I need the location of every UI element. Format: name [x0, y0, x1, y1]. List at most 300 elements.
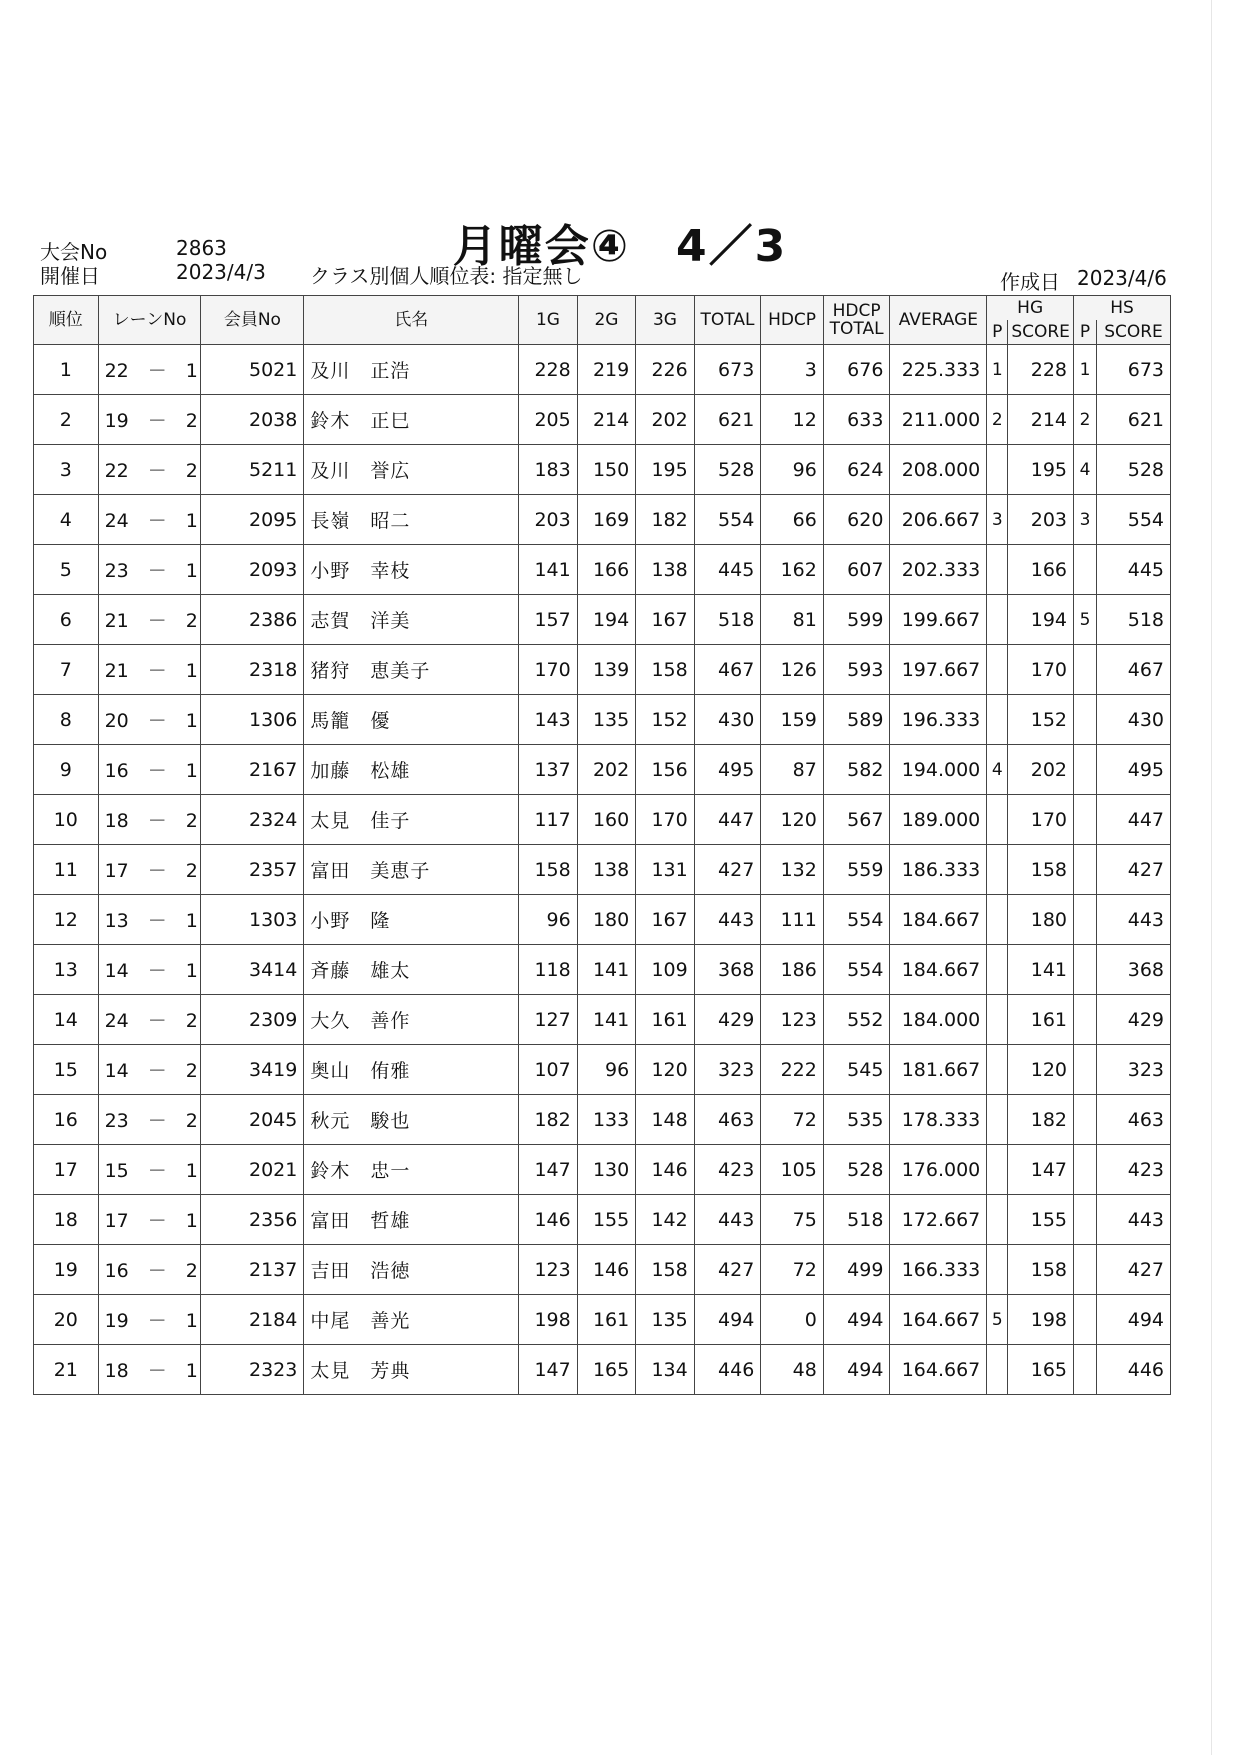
hg-place — [987, 1345, 1008, 1394]
hs-score: 445 — [1127, 558, 1164, 581]
game1-cell: 158 — [519, 845, 578, 895]
tournament-no-label: 大会No — [40, 240, 108, 264]
game1-cell: 107 — [519, 1045, 578, 1095]
game1-cell: 203 — [519, 495, 578, 545]
hg-place — [987, 1195, 1008, 1244]
hg-score: 202 — [1030, 758, 1068, 781]
hdcp-total-cell: 528 — [823, 1145, 890, 1195]
rank-cell: 4 — [34, 495, 99, 545]
hs-place — [1074, 845, 1097, 894]
col-name: 氏名 — [304, 296, 519, 345]
game2-cell: 139 — [577, 645, 636, 695]
game2-cell: 219 — [577, 345, 636, 395]
created-date: 2023/4/6 — [1077, 266, 1167, 290]
hg-cell — [987, 1145, 1074, 1195]
game3-cell: 170 — [636, 795, 695, 845]
hg-score: 180 — [1030, 908, 1068, 931]
name-cell: 富田 美恵子 — [304, 845, 519, 895]
member-no-cell: 2038 — [201, 395, 304, 445]
lane-cell: 22 － 2 — [98, 445, 201, 495]
rank-cell: 21 — [34, 1345, 99, 1395]
game3-cell: 135 — [636, 1295, 695, 1345]
col-hg-p: P — [987, 320, 1008, 344]
average-cell: 202.333 — [890, 545, 987, 595]
hg-score: 194 — [1030, 608, 1068, 631]
col-average: AVERAGE — [890, 296, 987, 345]
hg-score: 170 — [1030, 808, 1068, 831]
report-type: クラス別個人順位表: 指定無し — [310, 264, 583, 288]
lane-cell: 23 － 1 — [98, 545, 201, 595]
hdcp-cell: 81 — [761, 595, 824, 645]
hg-score: 147 — [1030, 1158, 1068, 1181]
name-cell: 及川 誉広 — [304, 445, 519, 495]
hs-score: 443 — [1127, 908, 1164, 931]
member-no-cell: 2184 — [201, 1295, 304, 1345]
member-no-cell: 2324 — [201, 795, 304, 845]
hdcp-total-cell: 499 — [823, 1245, 890, 1295]
lane-cell: 19 － 1 — [98, 1295, 201, 1345]
member-no-cell: 2309 — [201, 995, 304, 1045]
hs-score: 443 — [1127, 1208, 1164, 1231]
game1-cell: 137 — [519, 745, 578, 795]
hg-cell — [987, 1045, 1074, 1095]
game3-cell: 109 — [636, 945, 695, 995]
hs-score: 423 — [1127, 1158, 1164, 1181]
game3-cell: 226 — [636, 345, 695, 395]
name-cell: 馬籠 優 — [304, 695, 519, 745]
hs-cell — [1074, 895, 1171, 945]
hdcp-total-cell: 518 — [823, 1195, 890, 1245]
table-row — [34, 645, 1171, 695]
hg-place: 5 — [987, 1295, 1008, 1344]
name-cell: 小野 隆 — [304, 895, 519, 945]
tournament-no: 2863 — [176, 236, 227, 260]
game2-cell: 130 — [577, 1145, 636, 1195]
hs-place: 3 — [1074, 495, 1097, 544]
game3-cell: 161 — [636, 995, 695, 1045]
average-cell: 208.000 — [890, 445, 987, 495]
header-row — [34, 296, 1171, 345]
hg-place: 3 — [987, 495, 1008, 544]
total-cell: 621 — [694, 395, 761, 445]
rank-cell: 16 — [34, 1095, 99, 1145]
rank-cell: 5 — [34, 545, 99, 595]
hdcp-total-cell: 593 — [823, 645, 890, 695]
hs-place — [1074, 1245, 1097, 1294]
table-row — [34, 1345, 1171, 1395]
col-game3: 3G — [636, 296, 695, 345]
game3-cell: 120 — [636, 1045, 695, 1095]
name-cell: 長嶺 昭二 — [304, 495, 519, 545]
average-cell: 164.667 — [890, 1345, 987, 1395]
hs-cell — [1074, 945, 1171, 995]
rank-cell: 12 — [34, 895, 99, 945]
hs-place — [1074, 895, 1097, 944]
game1-cell: 183 — [519, 445, 578, 495]
table-row — [34, 895, 1171, 945]
hdcp-total-cell: 559 — [823, 845, 890, 895]
table-row — [34, 795, 1171, 845]
name-cell: 奥山 侑雅 — [304, 1045, 519, 1095]
lane-cell: 17 － 2 — [98, 845, 201, 895]
hs-score: 430 — [1127, 708, 1164, 731]
game1-cell: 228 — [519, 345, 578, 395]
member-no-cell: 2386 — [201, 595, 304, 645]
total-cell: 494 — [694, 1295, 761, 1345]
hs-place: 2 — [1074, 395, 1097, 444]
hs-place — [1074, 1295, 1097, 1344]
col-hdcp-total-line2: TOTAL — [829, 319, 884, 339]
game2-cell: 141 — [577, 945, 636, 995]
member-no-cell: 2357 — [201, 845, 304, 895]
lane-cell: 17 － 1 — [98, 1195, 201, 1245]
average-cell: 199.667 — [890, 595, 987, 645]
hdcp-cell: 87 — [761, 745, 824, 795]
total-cell: 447 — [694, 795, 761, 845]
hdcp-total-cell: 494 — [823, 1295, 890, 1345]
average-cell: 164.667 — [890, 1295, 987, 1345]
average-cell: 206.667 — [890, 495, 987, 545]
hs-score: 518 — [1127, 608, 1164, 631]
hs-score: 447 — [1127, 808, 1164, 831]
game3-cell: 167 — [636, 895, 695, 945]
game3-cell: 167 — [636, 595, 695, 645]
hs-cell — [1074, 1095, 1171, 1145]
game3-cell: 156 — [636, 745, 695, 795]
hg-score: 195 — [1030, 458, 1068, 481]
hdcp-cell: 132 — [761, 845, 824, 895]
hg-cell — [987, 1095, 1074, 1145]
total-cell: 429 — [694, 995, 761, 1045]
name-cell: 大久 善作 — [304, 995, 519, 1045]
member-no-cell: 2323 — [201, 1345, 304, 1395]
hg-score: 182 — [1030, 1108, 1068, 1131]
hs-score: 554 — [1127, 508, 1164, 531]
hdcp-cell: 66 — [761, 495, 824, 545]
name-cell: 太見 芳典 — [304, 1345, 519, 1395]
game1-cell: 147 — [519, 1145, 578, 1195]
hs-cell — [1074, 545, 1171, 595]
table-row — [34, 1195, 1171, 1245]
hs-cell — [1074, 495, 1171, 545]
hdcp-cell: 105 — [761, 1145, 824, 1195]
lane-cell: 20 － 1 — [98, 695, 201, 745]
col-hdcp-total — [823, 296, 890, 345]
col-hg-score: SCORE — [1011, 322, 1070, 342]
rank-cell: 17 — [34, 1145, 99, 1195]
hg-score: 158 — [1030, 1258, 1068, 1281]
game1-cell: 127 — [519, 995, 578, 1045]
game2-cell: 166 — [577, 545, 636, 595]
hg-place: 1 — [987, 345, 1008, 394]
hs-cell — [1074, 1045, 1171, 1095]
results-table — [33, 295, 1171, 1395]
member-no-cell: 2045 — [201, 1095, 304, 1145]
hg-cell — [987, 745, 1074, 795]
hdcp-cell: 123 — [761, 995, 824, 1045]
hs-score: 429 — [1127, 1008, 1164, 1031]
hs-cell — [1074, 445, 1171, 495]
hg-cell — [987, 645, 1074, 695]
name-cell: 秋元 駿也 — [304, 1095, 519, 1145]
hg-score: 152 — [1030, 708, 1068, 731]
name-cell: 小野 幸枝 — [304, 545, 519, 595]
table-row — [34, 445, 1171, 495]
hs-score: 494 — [1127, 1308, 1164, 1331]
hs-score: 323 — [1127, 1058, 1164, 1081]
page-title: 月曜会④ 4／3 — [452, 221, 788, 272]
hg-cell — [987, 545, 1074, 595]
game1-cell: 123 — [519, 1245, 578, 1295]
lane-cell: 18 － 1 — [98, 1345, 201, 1395]
lane-cell: 16 － 1 — [98, 745, 201, 795]
total-cell: 463 — [694, 1095, 761, 1145]
hs-cell — [1074, 995, 1171, 1045]
rank-cell: 8 — [34, 695, 99, 745]
table-row — [34, 845, 1171, 895]
name-cell: 吉田 浩徳 — [304, 1245, 519, 1295]
hg-cell — [987, 345, 1074, 395]
hg-place — [987, 1145, 1008, 1194]
date-label: 開催日 — [40, 264, 100, 288]
hs-cell — [1074, 1145, 1171, 1195]
col-game1: 1G — [519, 296, 578, 345]
hs-cell — [1074, 645, 1171, 695]
rank-cell: 9 — [34, 745, 99, 795]
hg-place — [987, 795, 1008, 844]
lane-cell: 24 － 1 — [98, 495, 201, 545]
average-cell: 211.000 — [890, 395, 987, 445]
hg-place — [987, 695, 1008, 744]
hs-place: 5 — [1074, 595, 1097, 644]
hdcp-cell: 159 — [761, 695, 824, 745]
member-no-cell: 2095 — [201, 495, 304, 545]
total-cell: 323 — [694, 1045, 761, 1095]
table-row — [34, 1295, 1171, 1345]
member-no-cell: 2167 — [201, 745, 304, 795]
hg-place — [987, 1045, 1008, 1094]
total-cell: 423 — [694, 1145, 761, 1195]
hg-cell — [987, 1345, 1074, 1395]
game1-cell: 157 — [519, 595, 578, 645]
col-member-no: 会員No — [201, 296, 304, 345]
hdcp-cell: 120 — [761, 795, 824, 845]
lane-cell: 13 － 1 — [98, 895, 201, 945]
hdcp-cell: 75 — [761, 1195, 824, 1245]
table-row — [34, 1245, 1171, 1295]
hs-place — [1074, 795, 1097, 844]
hdcp-total-cell: 624 — [823, 445, 890, 495]
game2-cell: 141 — [577, 995, 636, 1045]
hg-score: 161 — [1030, 1008, 1068, 1031]
hg-place — [987, 595, 1008, 644]
hs-place — [1074, 695, 1097, 744]
total-cell: 443 — [694, 1195, 761, 1245]
game3-cell: 158 — [636, 645, 695, 695]
hg-place: 2 — [987, 395, 1008, 444]
lane-cell: 15 － 1 — [98, 1145, 201, 1195]
game1-cell: 205 — [519, 395, 578, 445]
name-cell: 及川 正浩 — [304, 345, 519, 395]
total-cell: 495 — [694, 745, 761, 795]
hs-cell — [1074, 1345, 1171, 1395]
col-total: TOTAL — [694, 296, 761, 345]
hdcp-cell: 72 — [761, 1245, 824, 1295]
hs-place — [1074, 745, 1097, 794]
game2-cell: 165 — [577, 1345, 636, 1395]
table-row — [34, 345, 1171, 395]
game1-cell: 147 — [519, 1345, 578, 1395]
name-cell: 加藤 松雄 — [304, 745, 519, 795]
hdcp-total-cell: 607 — [823, 545, 890, 595]
hs-cell — [1074, 745, 1171, 795]
member-no-cell: 3414 — [201, 945, 304, 995]
member-no-cell: 1306 — [201, 695, 304, 745]
game3-cell: 202 — [636, 395, 695, 445]
hdcp-cell: 3 — [761, 345, 824, 395]
hg-cell — [987, 695, 1074, 745]
hs-place — [1074, 1045, 1097, 1094]
hdcp-total-cell: 676 — [823, 345, 890, 395]
hg-score: 165 — [1030, 1358, 1068, 1381]
hs-score: 427 — [1127, 1258, 1164, 1281]
table-row — [34, 995, 1171, 1045]
game2-cell: 194 — [577, 595, 636, 645]
game1-cell: 143 — [519, 695, 578, 745]
total-cell: 673 — [694, 345, 761, 395]
name-cell: 鈴木 忠一 — [304, 1145, 519, 1195]
name-cell: 志賀 洋美 — [304, 595, 519, 645]
member-no-cell: 2356 — [201, 1195, 304, 1245]
game2-cell: 214 — [577, 395, 636, 445]
rank-cell: 2 — [34, 395, 99, 445]
table-row — [34, 1095, 1171, 1145]
lane-cell: 14 － 2 — [98, 1045, 201, 1095]
game2-cell: 169 — [577, 495, 636, 545]
average-cell: 178.333 — [890, 1095, 987, 1145]
hdcp-cell: 186 — [761, 945, 824, 995]
total-cell: 427 — [694, 1245, 761, 1295]
hs-place — [1074, 545, 1097, 594]
col-hg-label: HG — [1017, 298, 1044, 318]
average-cell: 189.000 — [890, 795, 987, 845]
hg-place — [987, 1245, 1008, 1294]
game3-cell: 158 — [636, 1245, 695, 1295]
hdcp-total-cell: 535 — [823, 1095, 890, 1145]
game2-cell: 155 — [577, 1195, 636, 1245]
game3-cell: 182 — [636, 495, 695, 545]
event-date: 2023/4/3 — [176, 260, 266, 284]
rank-cell: 13 — [34, 945, 99, 995]
average-cell: 184.667 — [890, 895, 987, 945]
lane-cell: 18 － 2 — [98, 795, 201, 845]
hg-cell — [987, 945, 1074, 995]
lane-cell: 21 － 2 — [98, 595, 201, 645]
hdcp-total-cell: 554 — [823, 895, 890, 945]
game2-cell: 138 — [577, 845, 636, 895]
hs-score: 495 — [1127, 758, 1164, 781]
member-no-cell: 2021 — [201, 1145, 304, 1195]
hg-place — [987, 845, 1008, 894]
hg-cell — [987, 1295, 1074, 1345]
name-cell: 太見 佳子 — [304, 795, 519, 845]
game1-cell: 198 — [519, 1295, 578, 1345]
hg-score: 166 — [1030, 558, 1068, 581]
hs-cell — [1074, 595, 1171, 645]
game2-cell: 202 — [577, 745, 636, 795]
hg-score: 120 — [1030, 1058, 1068, 1081]
average-cell: 197.667 — [890, 645, 987, 695]
hg-cell — [987, 995, 1074, 1045]
rank-cell: 14 — [34, 995, 99, 1045]
game3-cell: 131 — [636, 845, 695, 895]
lane-cell: 24 － 2 — [98, 995, 201, 1045]
average-cell: 181.667 — [890, 1045, 987, 1095]
game3-cell: 142 — [636, 1195, 695, 1245]
rank-cell: 1 — [34, 345, 99, 395]
game3-cell: 146 — [636, 1145, 695, 1195]
hs-place — [1074, 1195, 1097, 1244]
hg-score: 158 — [1030, 858, 1068, 881]
table-row — [34, 1145, 1171, 1195]
hs-cell — [1074, 1245, 1171, 1295]
name-cell: 鈴木 正巳 — [304, 395, 519, 445]
hs-place — [1074, 645, 1097, 694]
hdcp-cell: 12 — [761, 395, 824, 445]
game2-cell: 135 — [577, 695, 636, 745]
member-no-cell: 5021 — [201, 345, 304, 395]
col-hs-p: P — [1074, 320, 1097, 344]
total-cell: 368 — [694, 945, 761, 995]
hs-cell — [1074, 845, 1171, 895]
rank-cell: 19 — [34, 1245, 99, 1295]
member-no-cell: 1303 — [201, 895, 304, 945]
game3-cell: 152 — [636, 695, 695, 745]
hs-score: 446 — [1127, 1358, 1164, 1381]
total-cell: 427 — [694, 845, 761, 895]
hg-place — [987, 545, 1008, 594]
lane-cell: 23 － 2 — [98, 1095, 201, 1145]
table-row — [34, 745, 1171, 795]
average-cell: 225.333 — [890, 345, 987, 395]
total-cell: 430 — [694, 695, 761, 745]
hg-cell — [987, 595, 1074, 645]
rank-cell: 7 — [34, 645, 99, 695]
average-cell: 194.000 — [890, 745, 987, 795]
hs-cell — [1074, 345, 1171, 395]
table-row — [34, 495, 1171, 545]
average-cell: 176.000 — [890, 1145, 987, 1195]
total-cell: 518 — [694, 595, 761, 645]
hs-score: 673 — [1127, 358, 1164, 381]
hdcp-total-cell: 589 — [823, 695, 890, 745]
game3-cell: 134 — [636, 1345, 695, 1395]
hs-score: 427 — [1127, 858, 1164, 881]
hdcp-cell: 0 — [761, 1295, 824, 1345]
col-hdcp: HDCP — [761, 296, 824, 345]
hg-cell — [987, 845, 1074, 895]
hg-cell — [987, 895, 1074, 945]
hdcp-total-cell: 620 — [823, 495, 890, 545]
name-cell: 猪狩 恵美子 — [304, 645, 519, 695]
member-no-cell: 2318 — [201, 645, 304, 695]
total-cell: 443 — [694, 895, 761, 945]
game3-cell: 138 — [636, 545, 695, 595]
col-hs-score: SCORE — [1104, 322, 1163, 342]
game1-cell: 170 — [519, 645, 578, 695]
hs-cell — [1074, 695, 1171, 745]
hg-score: 170 — [1030, 658, 1068, 681]
